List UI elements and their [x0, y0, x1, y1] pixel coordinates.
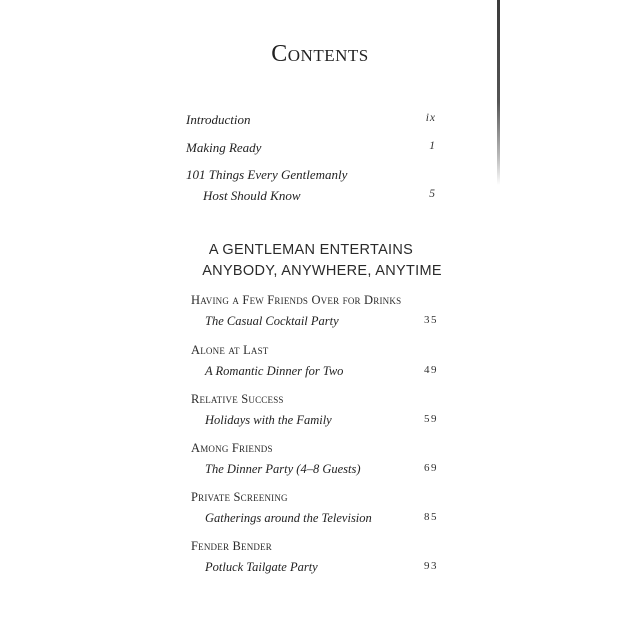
toc-entry-title: Making Ready	[186, 140, 262, 155]
chapter-heading: Among Friends	[191, 441, 273, 455]
chapter-heading: Relative Success	[191, 392, 284, 406]
toc-entry-101-things-cont	[186, 188, 436, 204]
book-spine-shadow	[497, 0, 500, 185]
chapter-subtitle-row	[205, 462, 438, 477]
chapter-subtitle-row	[205, 364, 438, 379]
chapter-subtitle: Holidays with the Family	[205, 413, 332, 427]
chapter-subtitle-row	[205, 314, 438, 329]
toc-entry-title: Introduction	[186, 112, 251, 127]
chapter-page: 93	[424, 560, 438, 572]
chapter-subtitle-row	[205, 511, 438, 526]
toc-entry-title-line1: 101 Things Every Gentlemanly	[186, 167, 348, 182]
part-heading	[0, 240, 640, 282]
toc-entry-101-things	[186, 167, 436, 183]
chapter-heading: Private Screening	[191, 490, 288, 504]
toc-entry-making-ready	[186, 140, 436, 156]
toc-entry-page: 1	[429, 140, 436, 152]
chapter-page: 59	[424, 413, 438, 425]
chapter-page: 35	[424, 314, 438, 326]
part-heading-line2: ANYBODY, ANYWHERE, ANYTIME	[202, 263, 442, 279]
chapter-heading: Having a Few Friends Over for Drinks	[191, 293, 402, 307]
toc-entry-page: ix	[425, 112, 436, 124]
chapter-page: 69	[424, 462, 438, 474]
page-title: Contents	[271, 41, 369, 67]
chapter-subtitle-row	[205, 413, 438, 428]
chapter-subtitle: The Casual Cocktail Party	[205, 314, 339, 328]
part-heading-line1: A GENTLEMAN ENTERTAINS	[208, 242, 414, 258]
chapter-subtitle: The Dinner Party (4–8 Guests)	[205, 462, 361, 476]
chapter-page: 85	[424, 511, 438, 523]
chapter-heading: Alone at Last	[191, 343, 269, 357]
chapter-heading: Fender Bender	[191, 539, 273, 553]
toc-entry-introduction	[186, 112, 436, 128]
chapter-subtitle: Gatherings around the Television	[205, 511, 372, 525]
toc-entry-page: 5	[429, 188, 436, 200]
chapter-page: 49	[424, 364, 438, 376]
chapter-subtitle: A Romantic Dinner for Two	[205, 364, 344, 378]
toc-entry-title-line2: Host Should Know	[203, 188, 301, 203]
chapter-subtitle: Potluck Tailgate Party	[205, 560, 318, 574]
chapter-subtitle-row	[205, 560, 438, 575]
